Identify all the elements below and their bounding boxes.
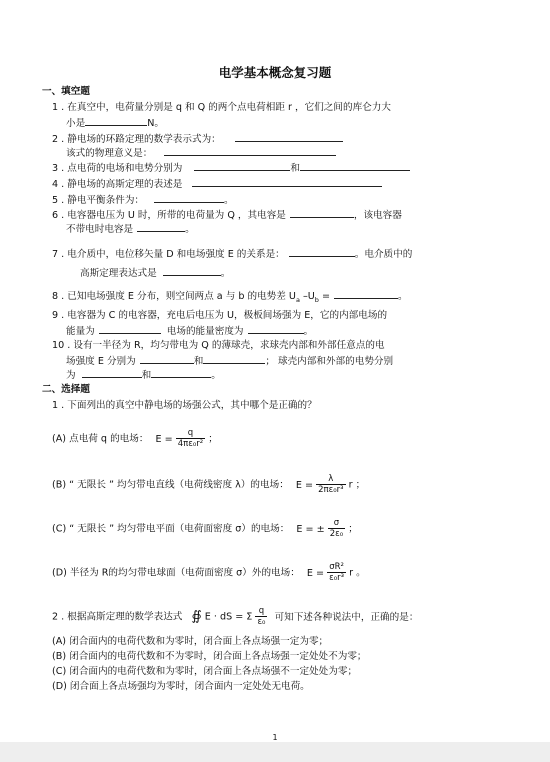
viewer-bottom-band bbox=[0, 742, 550, 762]
page-title: 电学基本概念复习题 bbox=[218, 65, 332, 80]
choice-q1: 1 . 下面列出的真空中静电场的场强公式，其中哪个是正确的？ bbox=[52, 400, 317, 411]
section-fill-in-heading: 一、填空题 bbox=[42, 86, 90, 97]
page-number: 1 bbox=[272, 733, 278, 742]
option-b: (B) “ 无限长 ” 均匀带电直线（电荷线密度 λ）的电场： E = $\frac{\lambda}{\text{2πε₀r³}}$ r ； bbox=[52, 474, 366, 495]
q10-blank-4 bbox=[151, 368, 211, 378]
q8: 8 . 已知电场强度 E 分布，则空间两点 a 与 b 的电势差 $U_a$ $-U_b$ = 。 bbox=[52, 291, 408, 304]
q7-line1: 7 . 电介质中，电位移矢量 D 和电场强度 E 的关系是： 。电介质中的 bbox=[52, 249, 413, 260]
option-b-fraction: $\frac{\lambda}{\text{2πε₀r³}}$ bbox=[318, 474, 344, 495]
q6-blank-1 bbox=[290, 208, 354, 218]
q1-blank bbox=[85, 116, 147, 126]
q2-option-c: (C) 闭合面内的电荷代数和为零时，闭合面上各点场强不一定处处为零； bbox=[52, 666, 358, 677]
q4-blank bbox=[192, 177, 382, 187]
choice-q2: 2 . 根据高斯定理的数学表达式 ∯ E · dS = Σ $\frac{q}{\text{ε₀}}$ 可知下述各种说法中，正确的是： bbox=[52, 606, 419, 627]
q1-line1: 1 . 在真空中，电荷量分别是 q 和 Q 的两个点电荷相距 r ，它们之间的库仑力大 bbox=[52, 102, 391, 113]
q7-blank-1 bbox=[289, 247, 355, 257]
q7-line2: 高斯定理表达式是 。 bbox=[80, 268, 231, 279]
gauss-fraction: $\frac{q}{\text{ε₀}}$ bbox=[257, 606, 266, 627]
q9-line2: 能量为 电场的能量密度为 。 bbox=[66, 326, 314, 337]
q6-line1: 6 . 电容器电压为 U 时，所带的电荷量为 Q ，其电容是 ，该电容器 bbox=[52, 210, 402, 221]
q10-line1: 10 . 设有一半径为 R，均匀带电为 Q 的薄球壳，求球壳内部和外部任意点的电 bbox=[52, 340, 385, 351]
q10-blank-1 bbox=[140, 354, 194, 364]
q2-option-d: (D) 闭合面上各点场强均为零时，闭合面内一定处处无电荷。 bbox=[52, 681, 310, 692]
option-c-fraction: $\frac{\sigma}{\text{2ε₀}}$ bbox=[329, 518, 344, 539]
q9-line1: 9 . 电容器为 C 的电容器，充电后电压为 U，极板间场强为 E，它的内部电场的 bbox=[52, 310, 388, 321]
q3-blank-1 bbox=[194, 161, 290, 171]
q6-line2: 不带电时电容是 。 bbox=[66, 224, 195, 235]
q5: 5 . 静电平衡条件为： 。 bbox=[52, 195, 234, 206]
q10-blank-2 bbox=[203, 354, 265, 364]
q3-blank-2 bbox=[300, 161, 410, 171]
option-a-fraction: $\frac{q}{\text{4πε₀r²}}$ bbox=[177, 428, 204, 449]
q2-line1: 2 . 静电场的环路定理的数学表示式为： bbox=[52, 132, 343, 146]
q10-blank-3 bbox=[82, 368, 142, 378]
q5-blank bbox=[154, 193, 224, 203]
q10-line3: 为 和 。 bbox=[66, 370, 221, 381]
q2-option-b: (B) 闭合面内的电荷代数和不为零时，闭合面上各点场强一定处处不为零； bbox=[52, 651, 367, 662]
q2-option-a: (A) 闭合面内的电荷代数和为零时，闭合面上各点场强一定为零； bbox=[52, 636, 329, 647]
option-c: (C) “ 无限长 ” 均匀带电平面（电荷面密度 σ）的电场： E = ± $\frac{\sigma}{\text{2ε₀}}$ ； bbox=[52, 518, 358, 539]
option-d: (D) 半径为 R的均匀带电球面（电荷面密度 σ）外的电场： E = $\frac{\text{σR²}}{\text{ε₀r³}}$ r 。 bbox=[52, 562, 366, 583]
surface-integral-icon: ∯ bbox=[191, 608, 202, 624]
q4: 4 . 静电场的高斯定理的表述是 bbox=[52, 177, 382, 191]
q3: 3 . 点电荷的电场和电势分别为 和 bbox=[52, 161, 410, 175]
option-a: (A) 点电荷 q 的电场： E = $\frac{q}{\text{4πε₀r²}}$ ； bbox=[52, 428, 218, 449]
q6-blank-2 bbox=[137, 222, 185, 232]
q2-blank-2 bbox=[164, 146, 336, 156]
q7-blank-2 bbox=[163, 266, 221, 276]
q9-blank-1 bbox=[99, 324, 161, 334]
option-d-fraction: $\frac{\text{σR²}}{\text{ε₀r³}}$ bbox=[329, 562, 345, 583]
q8-blank bbox=[334, 289, 398, 299]
q2-blank-1 bbox=[235, 132, 343, 142]
q2-line2: 该式的物理意义是： bbox=[66, 146, 336, 160]
q9-blank-2 bbox=[248, 324, 304, 334]
q10-line2: 场强度 E 分别为 和 ； 球壳内部和外部的电势分别 bbox=[66, 356, 394, 367]
section-choice-heading: 二、选择题 bbox=[42, 384, 90, 395]
q1-line2: 小是 N。 bbox=[66, 118, 164, 129]
